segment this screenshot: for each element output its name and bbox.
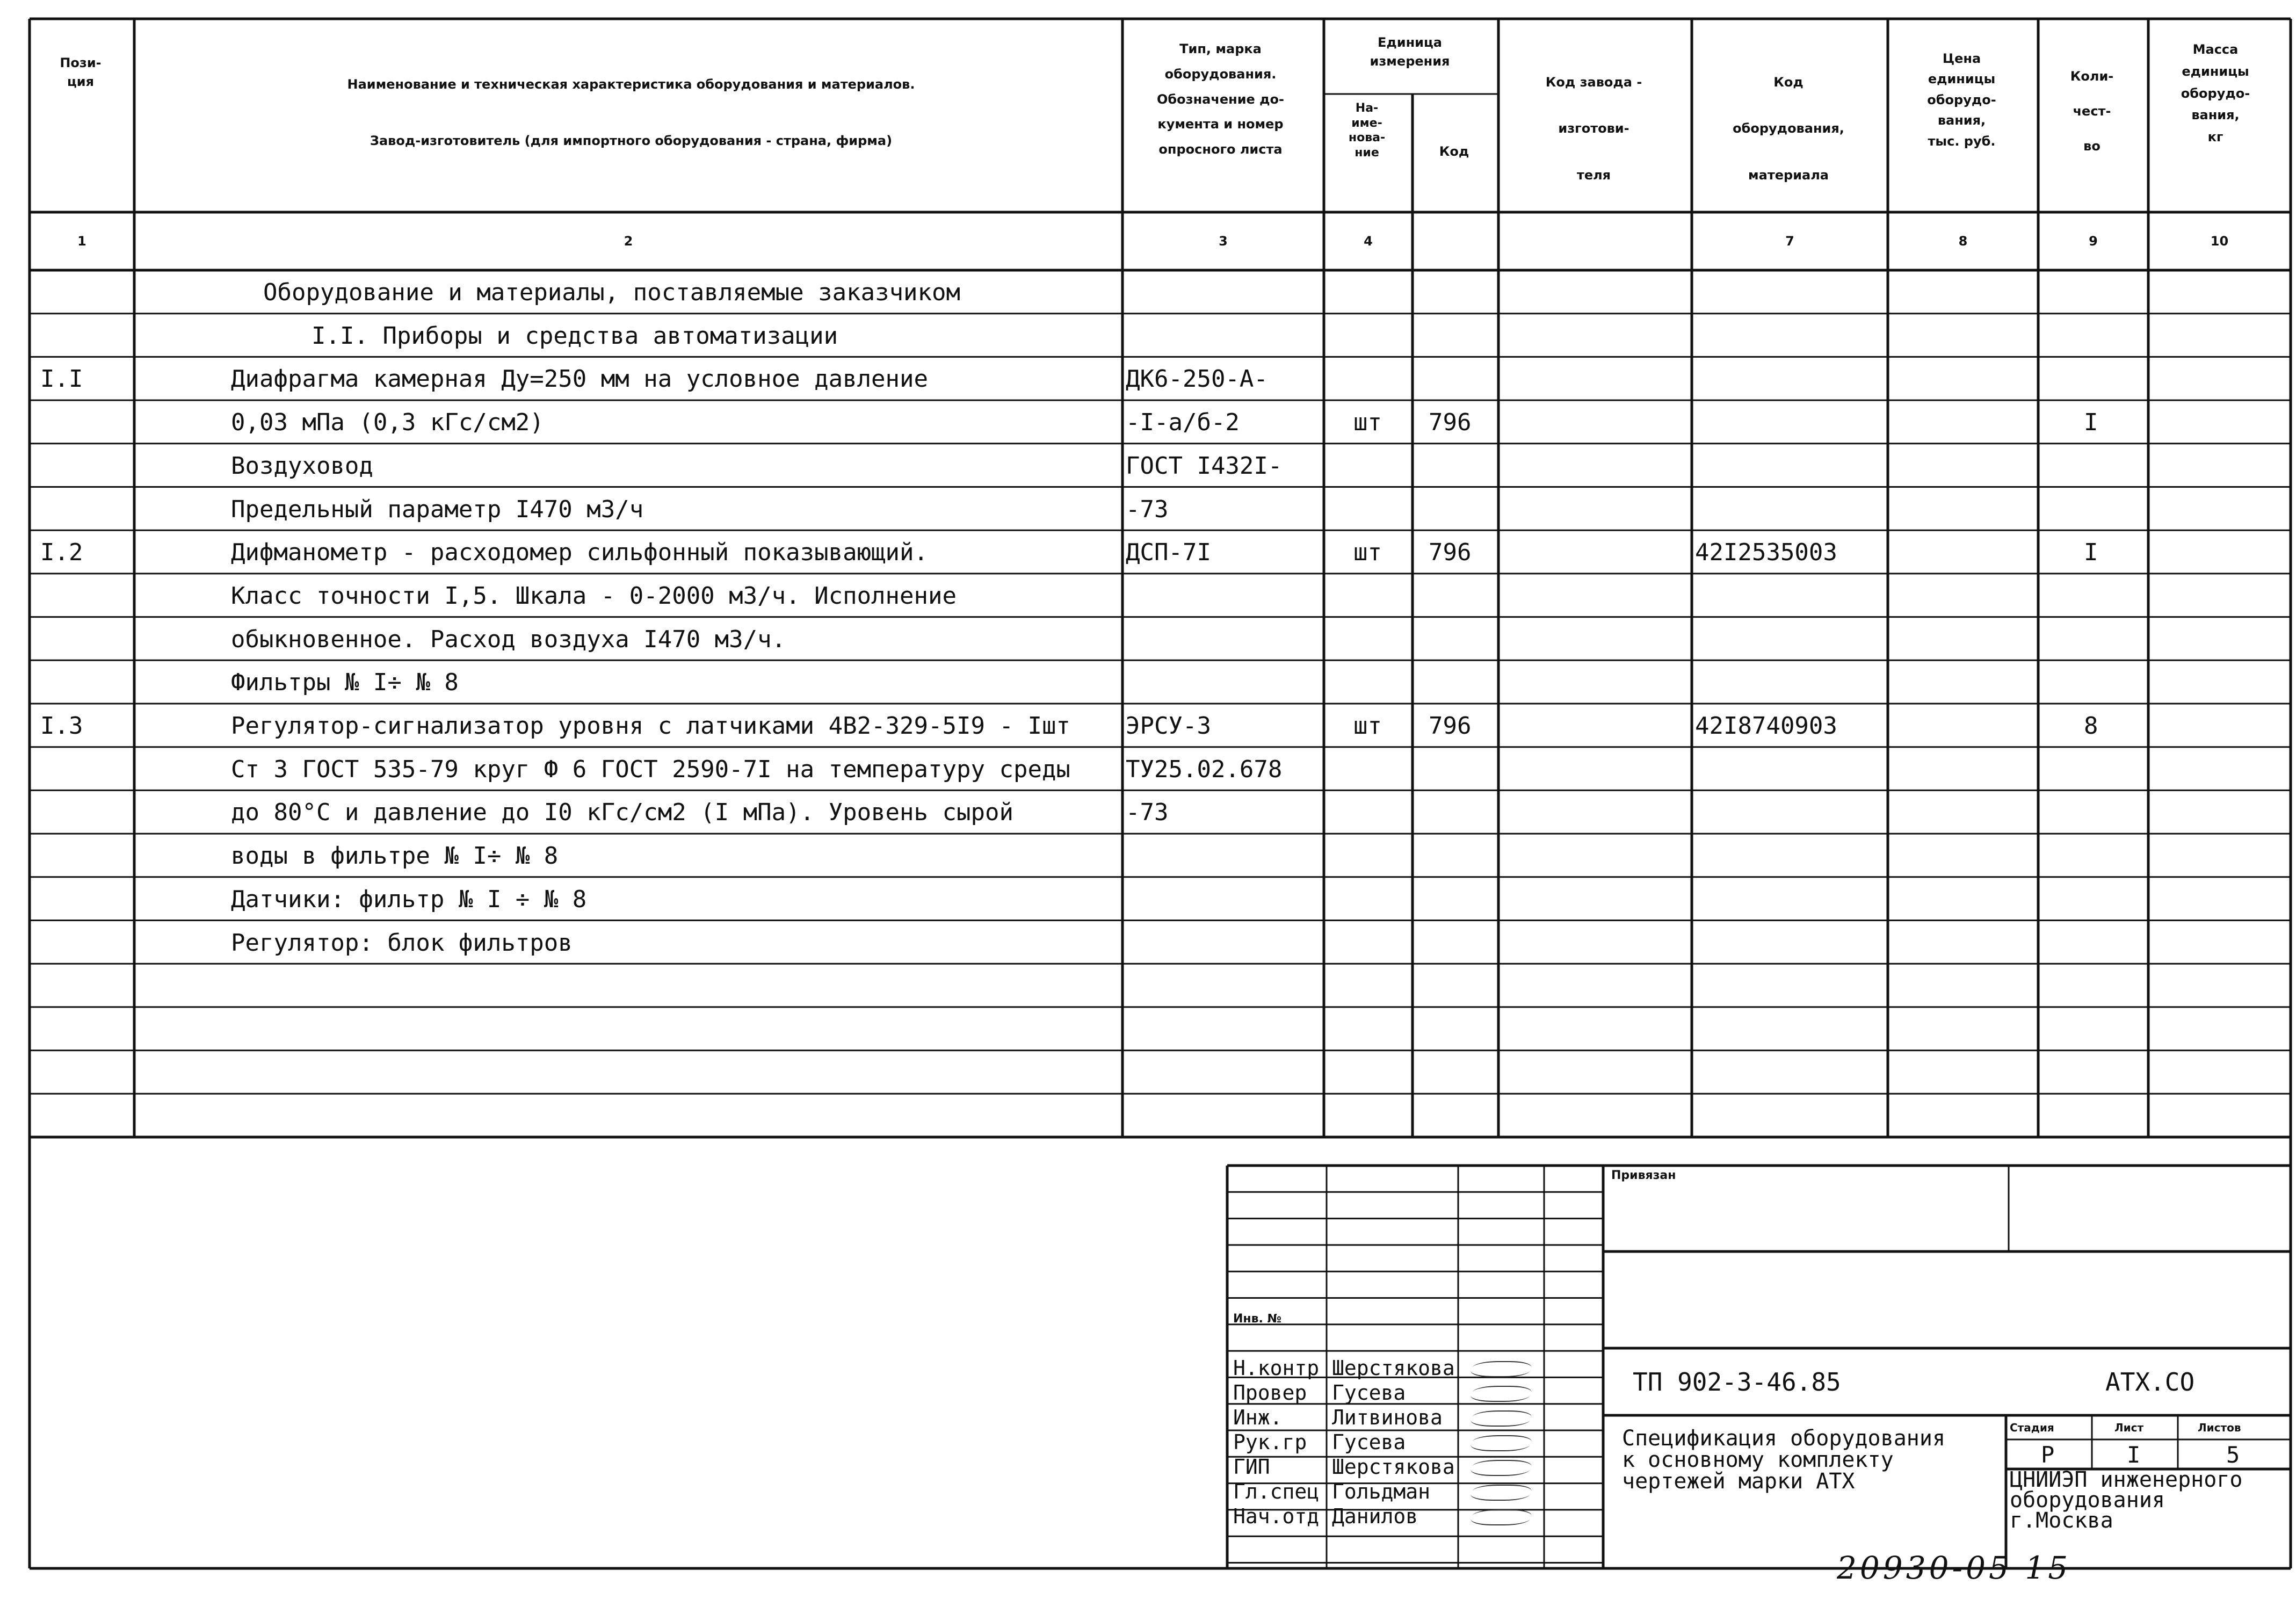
row-7-qty: I [2084, 539, 2098, 567]
row-7-name: Дифманометр - расходомер сильфонный показывающий. [231, 539, 929, 567]
stamp-sheets-label: Листов [2198, 1421, 2241, 1434]
row-4-qty: I [2084, 409, 2098, 437]
stamp-person-4: Гусева [1332, 1430, 1406, 1454]
stamp-sheet-label: Лист [2114, 1421, 2144, 1434]
stamp-privyazan: Привязан [1611, 1169, 1676, 1182]
column-number-3: 3 [1219, 234, 1228, 249]
row-8-name: Класс точности I,5. Шкала - 0-2000 м3/ч. Исполнение [231, 582, 957, 610]
header-mass: Масса единицы оборудо- вания, кг [2181, 42, 2250, 145]
header-name-line2: Завод-изготовитель (для импортного оборудования - страна, фирма) [370, 133, 893, 148]
column-number-10: 10 [2210, 234, 2229, 249]
header-position: Пози- ция [60, 55, 102, 89]
stamp-inv-no: Инв. № [1233, 1312, 1282, 1326]
stamp-doc-number: ТП 902-3-46.85 [1633, 1368, 1841, 1397]
column-number-2: 2 [624, 234, 633, 249]
header-unit-group: Единица измерения [1370, 35, 1450, 69]
stamp-person-2: Гусева [1332, 1381, 1406, 1405]
stamp-role-7: Нач.отд [1233, 1504, 1320, 1528]
column-number-9: 9 [2089, 234, 2098, 249]
row-11-unit: шт [1353, 712, 1382, 740]
column-number-8: 8 [1958, 234, 1968, 249]
row-6-type: -73 [1126, 495, 1169, 523]
row-9-name: обыкновенное. Расход воздуха I470 м3/ч. [231, 625, 786, 653]
stamp-role-6: Гл.спец [1233, 1480, 1320, 1503]
stamp-person-5: Шерстякова [1332, 1455, 1455, 1479]
stamp-person-7: Данилов [1332, 1504, 1418, 1528]
row-5-type: ГОСТ I432I- [1126, 452, 1283, 480]
row-5-name: Воздуховод [231, 452, 373, 480]
row-11-type: ЭРСУ-3 [1126, 712, 1211, 740]
row-11-name: Регулятор-сигнализатор уровня с латчиками 4В2-329-5I9 - Iшт [231, 712, 1070, 740]
row-13-type: -73 [1126, 799, 1169, 827]
row-11-equip: 42I8740903 [1695, 712, 1837, 740]
row-16-name: Регулятор: блок фильтров [231, 929, 573, 957]
row-11-pos: I.3 [40, 712, 83, 740]
header-equip-code: Код оборудования, материала [1733, 75, 1844, 183]
footer-number: 20930-05 15 [1837, 1550, 2072, 1586]
column-number-1: 1 [77, 234, 86, 249]
stamp-sheet: I [2127, 1442, 2141, 1468]
row-12-type: ТУ25.02.678 [1126, 755, 1283, 783]
row-7-pos: I.2 [40, 539, 83, 567]
stamp-role-2: Провер [1233, 1381, 1307, 1405]
row-13-name: до 80°С и давление до I0 кГс/см2 (I мПа). Уровень сырой [231, 799, 1013, 827]
row-4-unit: шт [1353, 409, 1382, 437]
stamp-person-6: Гольдман [1332, 1480, 1431, 1503]
stamp-title: Спецификация оборудования к основному комплекту чертежей марки АТХ [1622, 1426, 1946, 1494]
header-qty: Коли- чест- во [2070, 69, 2114, 154]
row-6-name: Предельный параметр I470 м3/ч [231, 495, 644, 523]
stamp-organization: ЦНИИЭП инженерного оборудования г.Москва [2010, 1467, 2243, 1533]
row-14-name: воды в фильтре № I÷ № 8 [231, 842, 559, 870]
stamp-person-1: Шерстякова [1332, 1356, 1455, 1380]
row-3-type: ДК6-250-А- [1126, 365, 1268, 393]
header-unit-code: Код [1439, 144, 1469, 159]
row-4-name: 0,03 мПа (0,3 кГс/см2) [231, 409, 544, 437]
header-unit-name: На- име- нова- ние [1348, 102, 1386, 160]
header-type: Тип, марка оборудования. Обозначение до- кумента и номер опросного листа [1157, 41, 1284, 157]
row-4-type: -I-а/б-2 [1126, 409, 1240, 437]
stamp-role-5: ГИП [1233, 1455, 1270, 1479]
header-mfr-code: Код завода - изготови- теля [1545, 75, 1642, 183]
column-number-7: 7 [1785, 234, 1794, 249]
row-1-name: Оборудование и материалы, поставляемые заказчиком [263, 279, 961, 306]
header-name-line1: Наименование и техническая характеристика оборудования и материалов. [347, 77, 915, 92]
row-11-code: 796 [1429, 712, 1472, 740]
row-11-qty: 8 [2084, 712, 2098, 740]
row-3-name: Диафрагма камерная Ду=250 мм на условное давление [231, 365, 929, 393]
row-2-name: I.I. Приборы и средства автоматизации [312, 322, 838, 350]
row-7-type: ДСП-7I [1126, 539, 1211, 567]
stamp-role-4: Рук.гр [1233, 1430, 1307, 1454]
row-12-name: Ст 3 ГОСТ 535-79 круг Ф 6 ГОСТ 2590-7I на температуру среды [231, 755, 1070, 783]
row-3-pos: I.I [40, 365, 83, 393]
header-price: Цена единицы оборудо- вания, тыс. руб. [1927, 51, 1996, 149]
stamp-sheets: 5 [2226, 1442, 2240, 1468]
row-7-unit: шт [1353, 539, 1382, 567]
stamp-stage: Р [2041, 1442, 2055, 1468]
stamp-role-1: Н.контр [1233, 1356, 1320, 1380]
row-10-name: Фильтры № I÷ № 8 [231, 669, 459, 697]
row-15-name: Датчики: фильтр № I ÷ № 8 [231, 885, 587, 913]
stamp-stage-label: Стадия [2010, 1421, 2054, 1434]
column-number-4: 4 [1364, 234, 1373, 249]
row-7-code: 796 [1429, 539, 1472, 567]
stamp-role-3: Инж. [1233, 1406, 1283, 1429]
row-4-code: 796 [1429, 409, 1472, 437]
stamp-person-3: Литвинова [1332, 1406, 1443, 1429]
stamp-code: АТХ.СО [2105, 1368, 2195, 1397]
row-7-equip: 42I2535003 [1695, 539, 1837, 567]
